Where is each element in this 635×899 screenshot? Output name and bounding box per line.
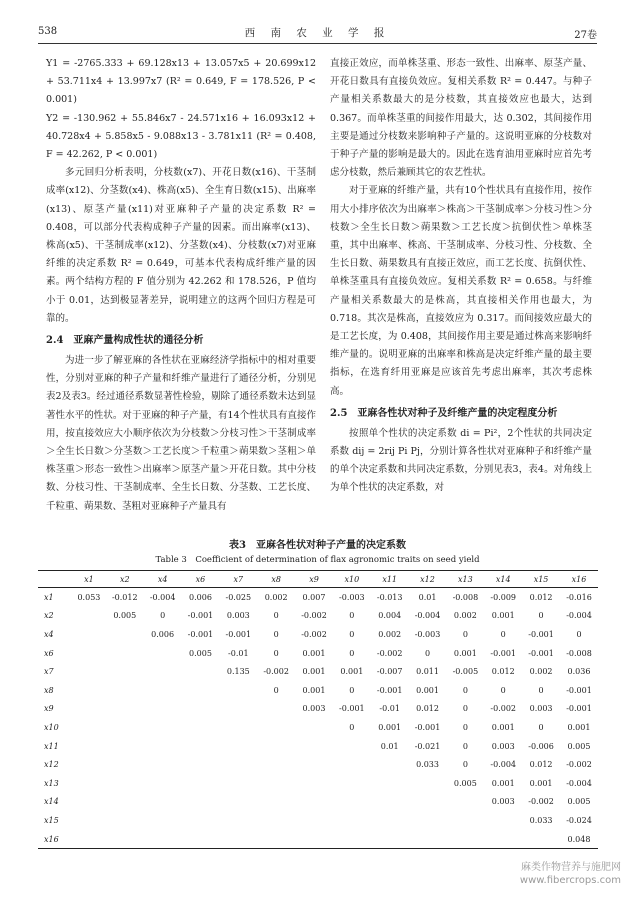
- table-cell: [144, 700, 182, 719]
- paragraph: 为进一步了解亚麻的各性状在亚麻经济学指标中的相对重要性，分别对亚麻的种子产量和纤维产量进行了通径分析，分别见表2及表3。经过通径系数显著性检验，剔除了通径系数未达到显著性水平的性状。对于亚麻的种子产量，有14个性状具有直接作用，按直接效应大小顺序依次为分枝数＞分枝习性＞干茎制成率＞全生长日数＞分茎数＞工艺长度＞千粒重＞蒴果数＞茎粗＞单株茎重＞形态一致性＞出麻率＞原茎产量＞开花日数。其中分枝数、分枝习性、干茎制成率、全生长日数、分茎数、工艺长度、千粒重、蒴果数、茎粗对亚麻种子产量具有: [46, 355, 316, 512]
- table-cell: [257, 737, 295, 756]
- table-cell: -0.004: [566, 611, 592, 621]
- table-cell: [219, 793, 257, 812]
- table-cell: [106, 811, 144, 830]
- row-header: x4: [44, 629, 54, 639]
- table-cell: 0.003: [302, 704, 326, 714]
- table-caption-cn: 表3 亚麻各性状对种子产量的决定系数: [229, 540, 406, 551]
- table-cell: 0.001: [567, 722, 591, 732]
- column-header: x14: [484, 571, 522, 588]
- watermark-line1: 麻类作物营养与施肥网: [521, 862, 621, 873]
- column-header: x6: [182, 571, 220, 588]
- table-cell: [219, 774, 257, 793]
- table-cell: 0.001: [491, 722, 515, 732]
- table-cell: [72, 793, 106, 812]
- table-cell: -0.008: [566, 648, 592, 658]
- table-cell: 0.001: [416, 685, 439, 695]
- table-cell: -0.025: [225, 592, 252, 602]
- row-header: x11: [44, 741, 59, 751]
- table-cell: 0: [273, 611, 279, 621]
- table-cell: [257, 774, 295, 793]
- table-cell: 0: [273, 629, 279, 639]
- table-cell: 0: [349, 722, 355, 732]
- column-header: x1: [72, 571, 106, 588]
- table-cell: -0.001: [566, 704, 592, 714]
- row-header: x15: [44, 815, 59, 825]
- table-cell: [333, 774, 371, 793]
- table-cell: 0.003: [226, 611, 250, 621]
- table-cell: -0.002: [528, 797, 554, 807]
- table-cell: 0.003: [491, 741, 515, 751]
- table-cell: [106, 793, 144, 812]
- table-cell: 0.135: [226, 667, 250, 677]
- table-cell: [182, 830, 220, 849]
- row-header: x7: [44, 667, 54, 677]
- table-cell: [484, 830, 522, 849]
- column-header: x13: [446, 571, 484, 588]
- table-cell: 0: [160, 611, 166, 621]
- table-cell: 0.001: [302, 685, 326, 695]
- table-cell: 0.002: [264, 592, 288, 602]
- table-cell: [333, 755, 371, 774]
- table-cell: 0: [462, 704, 468, 714]
- table-cell: [371, 811, 409, 830]
- table-row: [38, 700, 598, 719]
- table-row: [38, 793, 598, 812]
- table-cell: [72, 811, 106, 830]
- table-cell: -0.001: [187, 611, 214, 621]
- table-row: [38, 644, 598, 663]
- table-cell: 0.012: [529, 592, 553, 602]
- column-header: x10: [333, 571, 371, 588]
- table-cell: -0.021: [414, 741, 441, 751]
- table-cell: -0.001: [528, 629, 554, 639]
- table-cell: 0.001: [453, 648, 477, 658]
- table-cell: [371, 793, 409, 812]
- table-cell: [182, 662, 220, 681]
- table-cell: [257, 755, 295, 774]
- row-header: x9: [44, 704, 54, 714]
- column-header: x16: [560, 571, 598, 588]
- table-cell: 0: [538, 722, 544, 732]
- section-heading: 2.4 亚麻产量构成性状的通径分析: [46, 335, 204, 347]
- table-cell: [295, 830, 333, 849]
- paragraph: 直接正效应，而单株茎重、形态一致性、出麻率、原茎产量、开花日数具有直接负效应。复相关系数 R² = 0.447。与种子产量相关系数最大的是分枝数，其直接效应也最大，达到 0.367。而单株茎重的间接作用最大，达 0.302，其间接作用主要是通过分枝数来影响种子产量的。这说明亚麻的分枝数对于种子产量的影响是最大的。因此在选育油用亚麻时应首先考虑分枝数，然后兼顾其它的农艺性状。: [330, 58, 592, 179]
- column-header: x15: [522, 571, 560, 588]
- watermark: [520, 861, 621, 887]
- table-row: [38, 755, 598, 774]
- table-cell: 0: [462, 760, 468, 770]
- table-cell: [182, 811, 220, 830]
- table-cell: -0.008: [452, 592, 479, 602]
- table-row: [38, 662, 598, 681]
- table-cell: [72, 644, 106, 663]
- table-cell: -0.004: [566, 778, 592, 788]
- table-cell: [182, 737, 220, 756]
- row-header: x16: [38, 830, 72, 849]
- table-cell: 0.002: [529, 667, 553, 677]
- table-row: [38, 718, 598, 737]
- table-cell: [106, 644, 144, 663]
- table-cell: 0: [349, 629, 355, 639]
- table-cell: [144, 737, 182, 756]
- table-cell: [446, 830, 484, 849]
- table-cell: 0: [349, 648, 355, 658]
- table-cell: 0: [273, 685, 279, 695]
- table-cell: [333, 811, 371, 830]
- table-cell: [257, 700, 295, 719]
- table-cell: 0.005: [567, 797, 591, 807]
- table-cell: 0.007: [302, 592, 326, 602]
- table-cell: 0.006: [151, 629, 175, 639]
- table-cell: -0.001: [528, 648, 554, 658]
- table-cell: [144, 662, 182, 681]
- watermark-line2: www.fibercrops.com: [519, 875, 621, 886]
- column-header: [38, 571, 72, 588]
- regression-equation: Y1 = -2765.333 + 69.128x13 + 13.057x5 + 20.699x12 + 53.711x4 + 13.997x7 (R² = 0.649, F = 178.526, P < 0.001): [46, 58, 316, 106]
- row-header: x2: [44, 611, 54, 621]
- table-cell: 0.005: [113, 611, 137, 621]
- row-header: x14: [44, 797, 59, 807]
- table-cell: 0: [500, 629, 506, 639]
- table-cell: -0.004: [414, 611, 441, 621]
- row-header: x8: [44, 685, 54, 695]
- row-header: x13: [44, 778, 59, 788]
- table-cell: -0.001: [376, 685, 403, 695]
- table-cell: [144, 718, 182, 737]
- table-cell: 0: [462, 741, 468, 751]
- table-cell: [295, 737, 333, 756]
- table-cell: [219, 718, 257, 737]
- table-cell: [144, 774, 182, 793]
- table-cell: 0.006: [189, 592, 212, 602]
- row-header: x1: [44, 592, 54, 602]
- table-cell: [295, 793, 333, 812]
- table-cell: 0.001: [491, 611, 515, 621]
- table-cell: [409, 774, 447, 793]
- table-cell: [106, 830, 144, 849]
- table-cell: [371, 774, 409, 793]
- table-cell: 0.001: [378, 722, 402, 732]
- table-cell: 0.002: [453, 611, 477, 621]
- table-cell: [106, 625, 144, 644]
- table-cell: 0: [500, 685, 506, 695]
- table-cell: 0.001: [302, 667, 326, 677]
- volume-label: 27卷: [574, 30, 597, 41]
- running-header: [38, 24, 597, 42]
- table-cell: [446, 811, 484, 830]
- table-cell: -0.01: [379, 704, 400, 714]
- header-rule: [38, 43, 597, 44]
- table-cell: [72, 607, 106, 626]
- table-cell: 0.048: [560, 830, 598, 849]
- paragraph: 多元回归分析表明，分枝数(x7)、开花日数(x16)、干茎制成率(x12)、分茎数(x4)、株高(x5)、全生育日数(x15)、出麻率(x13)、原茎产量(x11)对亚麻种子产量的决定系数 R² = 0.408，可以部分代表构成种子产量的因素。而出麻率(x13)、株高(x5)、干茎制成率(x12)、分茎数(x4)、分枝数(x7)对亚麻纤维的决定系数 R² = 0.649，可基本代表构成纤维产量的因素。两个结构方程的 F 值分别为 42.262 和 178.526，P 值均小于 0.01，达到极显著差异，说明建立的这两个回归方程是可靠的。: [46, 167, 316, 324]
- table-cell: -0.012: [111, 592, 138, 602]
- table-cell: 0: [462, 629, 468, 639]
- table-cell: [72, 755, 106, 774]
- table-header-row: [38, 571, 598, 588]
- table-cell: [106, 700, 144, 719]
- table-cell: -0.016: [566, 592, 592, 602]
- table-row: [38, 774, 598, 793]
- table-cell: [484, 811, 522, 830]
- table-cell: [333, 793, 371, 812]
- table-cell: [144, 681, 182, 700]
- table-cell: [295, 774, 333, 793]
- table-row: [38, 607, 598, 626]
- table-cell: [182, 774, 220, 793]
- column-header: x7: [219, 571, 257, 588]
- right-column: [330, 55, 592, 498]
- table-cell: [295, 718, 333, 737]
- table-cell: [144, 830, 182, 849]
- determination-table: [38, 570, 598, 849]
- table-cell: 0.012: [416, 704, 439, 714]
- table-cell: -0.002: [301, 629, 327, 639]
- table-cell: [182, 681, 220, 700]
- table-cell: [219, 830, 257, 849]
- table-cell: [106, 737, 144, 756]
- left-column: [46, 55, 316, 516]
- table-cell: 0.001: [340, 667, 364, 677]
- table-row: [38, 588, 598, 607]
- table-cell: 0.033: [416, 760, 439, 770]
- table-cell: -0.003: [339, 592, 365, 602]
- table-cell: 0.036: [567, 667, 591, 677]
- row-header: x12: [44, 760, 59, 770]
- paragraph: 按照单个性状的决定系数 di = Pi²，2个性状的共同决定系数 dij = 2rij Pi Pj，分别计算各性状对亚麻种子和纤维产量的单个决定系数和共同决定系数，分别见表3，表4。对角线上为单个性状的决定系数，对: [330, 427, 592, 494]
- table-cell: [257, 793, 295, 812]
- table-cell: 0.005: [453, 778, 477, 788]
- table-cell: [144, 811, 182, 830]
- table-cell: [106, 662, 144, 681]
- table-cell: -0.002: [376, 648, 403, 658]
- table-cell: [219, 755, 257, 774]
- page-number: 538: [38, 26, 58, 37]
- table-row: [38, 681, 598, 700]
- table-cell: [72, 700, 106, 719]
- table-cell: 0.005: [567, 741, 591, 751]
- table-cell: -0.009: [490, 592, 517, 602]
- table-cell: [106, 774, 144, 793]
- column-header: x11: [371, 571, 409, 588]
- table-cell: [257, 830, 295, 849]
- table-cell: [72, 830, 106, 849]
- table-cell: [72, 774, 106, 793]
- table-cell: [72, 718, 106, 737]
- table-cell: [333, 830, 371, 849]
- table-cell: [295, 811, 333, 830]
- table-cell: 0: [349, 611, 355, 621]
- table-cell: [409, 830, 447, 849]
- table-cell: -0.006: [528, 741, 554, 751]
- table-cell: -0.001: [187, 629, 214, 639]
- table-cell: -0.004: [490, 760, 517, 770]
- table-row: [38, 830, 598, 849]
- table-cell: 0: [462, 722, 468, 732]
- table-cell: [182, 700, 220, 719]
- table-cell: 0.011: [416, 667, 439, 677]
- column-header: x12: [409, 571, 447, 588]
- table-cell: 0: [538, 611, 544, 621]
- table-row: [38, 625, 598, 644]
- regression-equation: Y2 = -130.962 + 55.846x7 - 24.571x16 + 16.093x12 + 40.728x4 + 5.858x5 - 9.088x13 - 3.781x11 (R² = 0.408, F = 42.262, P < 0.001): [46, 112, 316, 161]
- table-cell: 0.033: [529, 815, 553, 825]
- table-cell: -0.005: [452, 667, 479, 677]
- table-cell: [144, 644, 182, 663]
- table-row: [38, 811, 598, 830]
- table-cell: [72, 662, 106, 681]
- table-cell: [333, 737, 371, 756]
- table-cell: -0.013: [376, 592, 403, 602]
- column-header: x8: [257, 571, 295, 588]
- table-cell: -0.001: [490, 648, 517, 658]
- table-cell: [257, 811, 295, 830]
- table-cell: [72, 681, 106, 700]
- table-cell: -0.01: [228, 648, 249, 658]
- table-cell: 0: [538, 685, 544, 695]
- table-cell: [182, 755, 220, 774]
- table-cell: 0.01: [418, 592, 437, 602]
- table-cell: 0: [576, 629, 582, 639]
- table-cell: 0: [424, 648, 431, 658]
- table-cell: [522, 830, 560, 849]
- table-cell: [144, 755, 182, 774]
- column-header: x2: [106, 571, 144, 588]
- table-cell: [257, 718, 295, 737]
- table-cell: 0.005: [189, 648, 212, 658]
- row-header: x10: [44, 722, 59, 732]
- table-cell: 0.012: [529, 760, 553, 770]
- section-heading: 2.5 亚麻各性状对种子及纤维产量的决定程度分析: [330, 407, 558, 419]
- table-cell: 0.001: [302, 648, 326, 658]
- table-cell: [371, 755, 409, 774]
- table-cell: [446, 793, 484, 812]
- paragraph: 对于亚麻的纤维产量，共有10个性状具有直接作用，按作用大小排序依次为出麻率＞株高＞干茎制成率＞分枝习性＞分枝数＞全生长日数＞蒴果数＞工艺长度＞抗倒伏性＞单株茎重，其中出麻率、株高、干茎制成率、分枝习性、分枝数、全生长日数、蒴果数具有直接正效应，而工艺长度、抗倒伏性、单株茎重具有直接负效应。复相关系数 R² = 0.658。与纤维产量相关系数最大的是株高，其直接相关作用也最大，为 0.718。其次是株高，直接效应为 0.317。而间接效应最大的是工艺长度，为 0.408，其间接作用主要是通过株高来影响纤维产量的。说明亚麻的出麻率和株高是决定纤维产量的最主要指标，在选育纤用亚麻是应该首先考虑出麻率，其次考虑株高。: [330, 185, 592, 397]
- column-header: x9: [295, 571, 333, 588]
- table-cell: -0.001: [339, 704, 365, 714]
- table-cell: 0.002: [378, 629, 402, 639]
- table-cell: 0.053: [77, 592, 101, 602]
- table-cell: -0.004: [149, 592, 176, 602]
- table-cell: 0.01: [380, 741, 399, 751]
- table-cell: 0.003: [529, 704, 553, 714]
- table-cell: [106, 718, 144, 737]
- table-cell: [72, 737, 106, 756]
- table-cell: 0.001: [529, 778, 553, 788]
- table-cell: 0.004: [378, 611, 402, 621]
- table-cell: [219, 811, 257, 830]
- table-cell: -0.007: [376, 667, 403, 677]
- table-cell: -0.003: [414, 629, 441, 639]
- table-cell: 0: [273, 648, 279, 658]
- table-cell: [409, 811, 447, 830]
- table-cell: -0.002: [566, 760, 592, 770]
- table-cell: [144, 793, 182, 812]
- table-cell: -0.001: [414, 722, 441, 732]
- table-cell: [182, 793, 220, 812]
- table-row: [38, 737, 598, 756]
- table-cell: 0.003: [491, 797, 515, 807]
- table-cell: [106, 681, 144, 700]
- table-cell: -0.001: [566, 685, 592, 695]
- table-cell: [409, 793, 447, 812]
- row-header: x6: [44, 648, 54, 658]
- table-cell: [182, 718, 220, 737]
- journal-title: 西 南 农 业 学 报: [244, 27, 391, 39]
- table-cell: 0: [349, 685, 355, 695]
- table-cell: 0.012: [491, 667, 515, 677]
- table-cell: [219, 681, 257, 700]
- table-cell: [371, 830, 409, 849]
- table-cell: [72, 625, 106, 644]
- table-cell: -0.024: [566, 815, 592, 825]
- table-cell: -0.001: [225, 629, 252, 639]
- column-header: x4: [144, 571, 182, 588]
- table-cell: -0.002: [301, 611, 327, 621]
- table-caption-en: Table 3 Coefficient of determination of flax agronomic traits on seed yield: [155, 555, 480, 565]
- table-cell: [219, 737, 257, 756]
- table-cell: 0: [462, 685, 468, 695]
- table-cell: -0.002: [263, 667, 289, 677]
- table-cell: -0.002: [490, 704, 517, 714]
- table-cell: 0.001: [491, 778, 515, 788]
- table-cell: [106, 755, 144, 774]
- table-cell: [219, 700, 257, 719]
- table-cell: [295, 755, 333, 774]
